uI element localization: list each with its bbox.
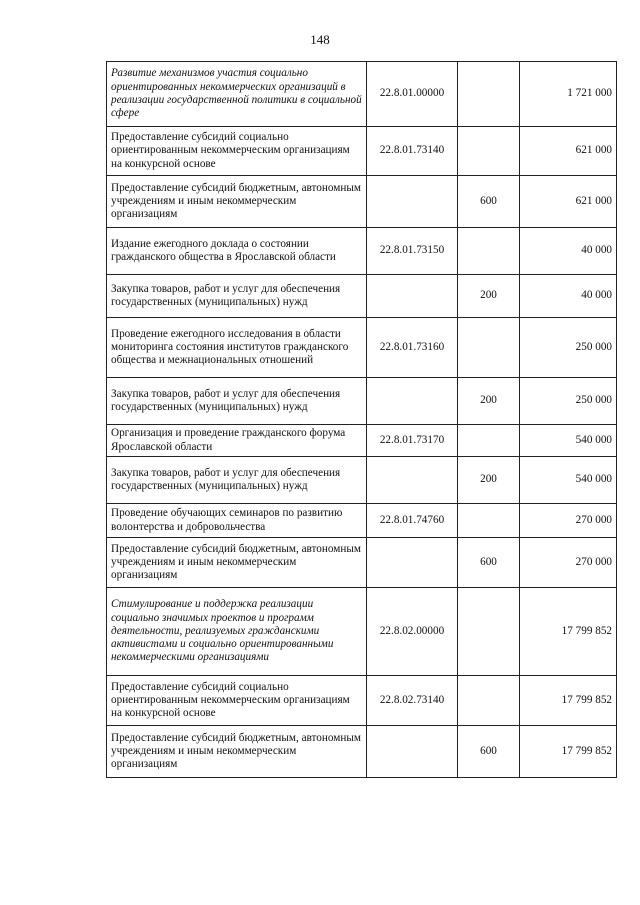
table-row — [107, 504, 617, 538]
table-row — [107, 425, 617, 457]
target-code-cell — [367, 378, 458, 425]
amount-cell: 250 000 — [520, 378, 617, 425]
expense-type-cell — [458, 588, 520, 676]
expense-type-cell — [458, 62, 520, 127]
amount-cell: 17 799 852 — [520, 726, 617, 778]
table-row — [107, 726, 617, 778]
amount-cell: 540 000 — [520, 457, 617, 504]
row-name-cell: Организация и проведение гражданского форума Ярославской области — [107, 425, 367, 457]
page-number: 148 — [310, 32, 330, 47]
expense-type-cell — [458, 676, 520, 726]
target-code-cell: 22.8.01.73170 — [367, 425, 458, 457]
row-name-cell: Предоставление субсидий бюджетным, автономным учреждениям и иным некоммерческим организациям — [107, 538, 367, 588]
expense-type-cell: 200 — [458, 378, 520, 425]
target-code-cell — [367, 538, 458, 588]
amount-cell: 17 799 852 — [520, 676, 617, 726]
table-body — [107, 62, 617, 778]
expense-type-cell: 600 — [458, 538, 520, 588]
target-code-cell: 22.8.01.73160 — [367, 318, 458, 378]
expense-type-cell: 200 — [458, 275, 520, 318]
amount-cell: 40 000 — [520, 275, 617, 318]
row-name-cell: Предоставление субсидий социально ориентированным некоммерческим организациям на конкурсной основе — [107, 127, 367, 176]
target-code-cell — [367, 176, 458, 228]
row-name-cell: Закупка товаров, работ и услуг для обеспечения государственных (муниципальных) нужд — [107, 457, 367, 504]
amount-cell: 17 799 852 — [520, 588, 617, 676]
row-name-cell: Издание ежегодного доклада о состоянии гражданского общества в Ярославской области — [107, 228, 367, 275]
table-row — [107, 457, 617, 504]
table-row — [107, 318, 617, 378]
row-name-cell: Стимулирование и поддержка реализации социально значимых проектов и программ деятельности, реализуемых гражданскими активистами и социально ориентированными некоммерческими организациями — [107, 588, 367, 676]
table-row — [107, 275, 617, 318]
table-row — [107, 228, 617, 275]
target-code-cell — [367, 457, 458, 504]
amount-cell: 250 000 — [520, 318, 617, 378]
expense-type-cell: 200 — [458, 457, 520, 504]
expense-type-cell — [458, 228, 520, 275]
table-row — [107, 176, 617, 228]
target-code-cell: 22.8.02.00000 — [367, 588, 458, 676]
amount-cell: 1 721 000 — [520, 62, 617, 127]
amount-cell: 540 000 — [520, 425, 617, 457]
row-name-cell: Проведение обучающих семинаров по развитию волонтерства и добровольчества — [107, 504, 367, 538]
row-name-cell: Закупка товаров, работ и услуг для обеспечения государственных (муниципальных) нужд — [107, 378, 367, 425]
table-row — [107, 62, 617, 127]
amount-cell: 40 000 — [520, 228, 617, 275]
row-name-cell: Развитие механизмов участия социально ориентированных некоммерческих организаций в реализации государственной политики в социальной сфере — [107, 62, 367, 127]
row-name-cell: Предоставление субсидий бюджетным, автономным учреждениям и иным некоммерческим организациям — [107, 726, 367, 778]
expense-type-cell — [458, 425, 520, 457]
target-code-cell — [367, 726, 458, 778]
row-name-cell: Предоставление субсидий социально ориентированным некоммерческим организациям на конкурсной основе — [107, 676, 367, 726]
amount-cell: 270 000 — [520, 538, 617, 588]
row-name-cell: Проведение ежегодного исследования в области мониторинга состояния институтов гражданского общества и межнациональных отношений — [107, 318, 367, 378]
target-code-cell: 22.8.02.73140 — [367, 676, 458, 726]
target-code-cell: 22.8.01.74760 — [367, 504, 458, 538]
table-row — [107, 538, 617, 588]
row-name-cell: Закупка товаров, работ и услуг для обеспечения государственных (муниципальных) нужд — [107, 275, 367, 318]
expense-type-cell: 600 — [458, 176, 520, 228]
budget-table — [106, 61, 617, 778]
table-row — [107, 378, 617, 425]
expense-type-cell — [458, 504, 520, 538]
target-code-cell: 22.8.01.73150 — [367, 228, 458, 275]
table-row — [107, 676, 617, 726]
row-name-cell: Предоставление субсидий бюджетным, автономным учреждениям и иным некоммерческим организациям — [107, 176, 367, 228]
expense-type-cell: 600 — [458, 726, 520, 778]
table-row — [107, 127, 617, 176]
expense-type-cell — [458, 318, 520, 378]
target-code-cell — [367, 275, 458, 318]
amount-cell: 621 000 — [520, 127, 617, 176]
table-row — [107, 588, 617, 676]
target-code-cell: 22.8.01.73140 — [367, 127, 458, 176]
amount-cell: 621 000 — [520, 176, 617, 228]
expense-type-cell — [458, 127, 520, 176]
target-code-cell: 22.8.01.00000 — [367, 62, 458, 127]
amount-cell: 270 000 — [520, 504, 617, 538]
